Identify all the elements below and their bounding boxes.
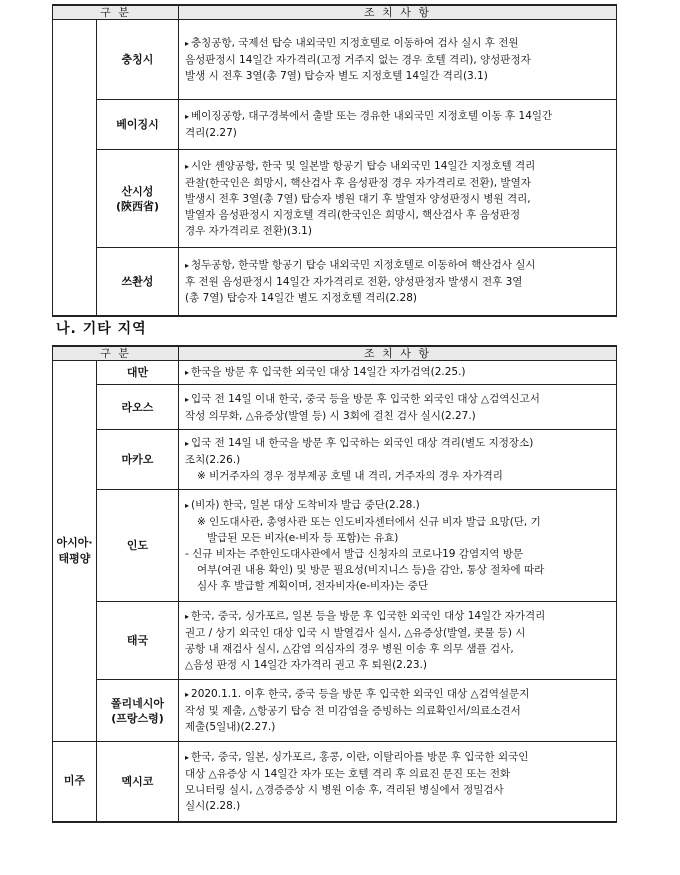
measure-cell: [179, 602, 617, 680]
measure-line: 음성판정시 14일간 자가격리(고정 거주지 없는 경우 호텔 격리), 양성판정자: [185, 54, 531, 66]
bullet-triangle-icon: ▸: [185, 260, 190, 270]
measure-cell: [179, 742, 617, 822]
region-cell-americas: 미주: [53, 742, 97, 822]
table-row: [53, 490, 617, 602]
country-cell: 멕시코: [97, 742, 179, 822]
bullet-triangle-icon: ▸: [185, 501, 190, 510]
measure-line: 격리(2.27): [185, 127, 237, 139]
country-cell: 마카오: [97, 430, 179, 490]
bullet-triangle-icon: ▸: [185, 112, 190, 121]
section-title: 나. 기타 지역: [56, 321, 147, 337]
measure-line: ▸ 청두공항, 한국발 항공기 탑승 내외국민 지정호텔로 이동하여 핵산검사 실시: [185, 258, 536, 271]
header-category: 구 분: [53, 5, 179, 20]
measure-line: 작성 의무화, △유증상(발열 등) 시 3회에 걸친 검사 실시(2.27.): [185, 409, 476, 422]
measure-line: 공항 내 재검사 실시, △감염 의심자의 경우 병원 이송 후 의무 샘플 검사,: [185, 643, 514, 655]
measure-line: 모니터링 실시, △경증증상 시 병원 이송 후, 격리된 병실에서 정밀검사: [185, 783, 504, 796]
bullet-triangle-icon: ▸: [185, 690, 190, 699]
bullet-triangle-icon: ▸: [185, 162, 190, 171]
bullet-triangle-icon: ▸: [185, 612, 190, 621]
bullet-triangle-icon: ▸: [185, 368, 190, 377]
measure-line: (총 7열) 탑승자 14일간 별도 지정호텔 격리(2.28): [185, 291, 417, 304]
measure-line: 제출(5일내)(2.27.): [185, 721, 276, 733]
measure-line: 작성 및 제출, △항공기 탑승 전 미감염을 증빙하는 의료확인서/의료소견서: [185, 705, 521, 717]
table-row: [53, 361, 617, 385]
measure-line: ▸ 충칭공항, 국제선 탑승 내외국민 지정호텔로 이동하여 검사 실시 후 전원: [185, 37, 519, 49]
measure-line: ▸ 2020.1.1. 이후 한국, 중국 등을 방문 후 입국한 외국인 대상 △검역설문지: [185, 688, 530, 700]
country-cell: 산시성 (陝西省): [97, 150, 179, 248]
table-row: [53, 680, 617, 742]
table-row: [53, 20, 617, 100]
measure-line: ▸ 한국, 중국, 싱가포르, 일본 등을 방문 후 입국한 외국인 대상 14일간 자가격리: [185, 610, 546, 622]
measure-line: 발생 시 전후 3열(총 7열) 탑승자 별도 지정호텔 14일간 격리(3.1): [185, 70, 488, 82]
table-header-row: [53, 5, 617, 20]
measure-cell: [179, 100, 617, 150]
region-blank-cell: [53, 20, 97, 316]
table-row: [53, 602, 617, 680]
measure-line: 경우 자가격리로 전환)(3.1): [185, 225, 312, 237]
dash-line: - 신규 비자는 주한인도대사관에서 발급 신청자의 코로나19 감염지역 방문: [185, 548, 523, 560]
note-line: 발급된 모든 비자(e-비자 등 포함)는 유효): [207, 532, 399, 544]
table-row: [53, 430, 617, 490]
bullet-triangle-icon: ▸: [185, 394, 190, 404]
header-measures: 조 치 사 항: [179, 346, 617, 361]
measure-line: 조치(2.26.): [185, 454, 241, 466]
table-row: [53, 150, 617, 248]
measure-line: ▸ 시안 셴양공항, 한국 및 일본발 항공기 탑승 내외국민 14일간 지정호텔 격리: [185, 160, 536, 172]
measure-line: ▸ (비자) 한국, 일본 대상 도착비자 발급 중단(2.28.): [185, 499, 420, 511]
header-measures: 조 치 사 항: [179, 5, 617, 20]
table-header-row: [53, 346, 617, 361]
measure-line: ▸ 한국을 방문 후 입국한 외국인 대상 14일간 자가검역(2.25.): [185, 366, 466, 378]
measure-line: 발열자 음성판정시 지정호텔 격리(한국인은 희망시, 핵산검사 후 음성판정: [185, 209, 521, 221]
measure-cell: [179, 680, 617, 742]
note-line: ※ 비거주자의 경우 정부제공 호텔 내 격리, 거주자의 경우 자가격리: [197, 470, 503, 482]
bullet-triangle-icon: ▸: [185, 439, 190, 448]
header-category: 구 분: [53, 346, 179, 361]
dash-line: 심사 후 발급할 계획이며, 전자비자(e-비자)는 중단: [197, 580, 429, 592]
country-cell: 쓰촨성: [97, 248, 179, 316]
measure-cell: [179, 150, 617, 248]
bullet-triangle-icon: ▸: [185, 752, 190, 762]
measure-line: ▸ 입국 전 14일 이내 한국, 중국 등을 방문 후 입국한 외국인 대상 △검역신고서: [185, 392, 540, 405]
measure-cell: [179, 490, 617, 602]
measure-line: 후 전원 음성판정시 14일간 자가격리로 전환, 양성판정자 발생시 전후 3열: [185, 275, 523, 288]
measure-line: △음성 판정 시 14일간 자가격리 권고 후 퇴원(2.23.): [185, 659, 427, 671]
measure-cell: [179, 361, 617, 385]
measure-line: 대상 △유증상 시 14일간 자가 또는 호텔 격리 후 의료진 문진 또는 전화: [185, 767, 511, 780]
country-cell: 태국: [97, 602, 179, 680]
measure-cell: [179, 248, 617, 316]
table-row: [53, 248, 617, 316]
measure-line: ▸ 한국, 중국, 일본, 싱가포르, 홍콩, 이란, 이탈리아를 방문 후 입국한 외국인: [185, 750, 529, 763]
table-row: [53, 100, 617, 150]
measure-cell: [179, 385, 617, 430]
country-cell: 라오스: [97, 385, 179, 430]
measure-line: 관찰(한국인은 희망시, 핵산검사 후 음성판정 경우 자가격리로 전환), 발열자: [185, 177, 531, 189]
dash-line: 여부(여권 내용 확인) 및 방문 필요성(비지니스 등)을 감안, 통상 절차에 따라: [197, 564, 545, 576]
region-cell-asia-pacific: 아시아· 태평양: [53, 361, 97, 742]
country-cell: 폴리네시아 (프랑스령): [97, 680, 179, 742]
other-regions-table: [52, 345, 617, 823]
country-cell: 베이징시: [97, 100, 179, 150]
country-cell: 대만: [97, 361, 179, 385]
country-cell: 인도: [97, 490, 179, 602]
china-measures-table: [52, 4, 617, 317]
country-cell: 충칭시: [97, 20, 179, 100]
note-line: ※ 인도대사관, 총영사관 또는 인도비자센터에서 신규 비자 발급 요망(단, 기: [197, 516, 541, 528]
measure-line: ▸ 베이징공항, 대구경북에서 출발 또는 경유한 내외국민 지정호텔 이동 후 14일간: [185, 110, 553, 122]
bullet-triangle-icon: ▸: [185, 39, 190, 48]
measure-line: 발생시 전후 3열(총 7열) 탑승자 병원 대기 후 발열자 양성판정시 병원 격리,: [185, 193, 531, 205]
measure-cell: [179, 430, 617, 490]
measure-line: 실시(2.28.): [185, 799, 241, 812]
measure-line: ▸ 입국 전 14일 내 한국을 방문 후 입국하는 외국인 대상 격리(별도 지정장소): [185, 437, 534, 449]
table-row: [53, 742, 617, 822]
measure-cell: [179, 20, 617, 100]
table-row: [53, 385, 617, 430]
measure-line: 권고 / 상기 외국인 대상 입국 시 발열검사 실시, △유증상(발열, 콧물 등) 시: [185, 627, 526, 639]
